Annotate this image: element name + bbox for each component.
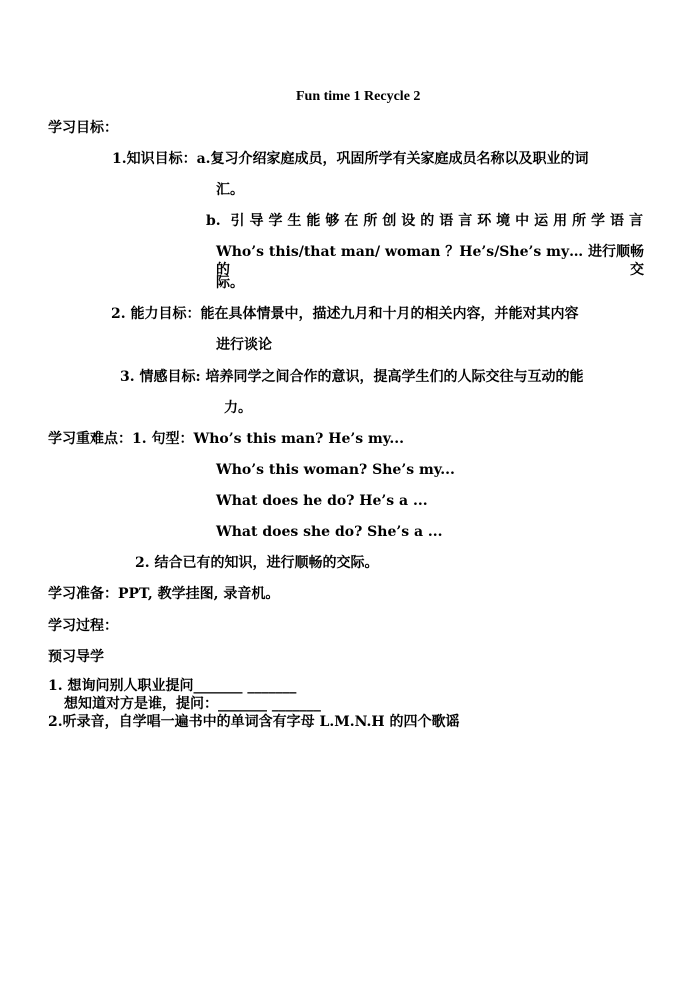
preview-item-2: 2.听录音，自学唱一遍书中的单词含有字母 L.M.N.H 的四个歌谣 (48, 714, 460, 730)
ability-objective-line2: 进行谈论 (216, 337, 272, 353)
key-points-line2: Who’s this woman? She’s my... (216, 462, 455, 478)
knowledge-objective-b-line2: Who’s this/that man/ woman ？He’s/She’s my… 进行顺畅的交 (216, 244, 644, 278)
process-heading: 学习过程： (48, 618, 118, 634)
knowledge-objective-b-line1: b. 引导学生能够在所创设的语言环境中运用所学语言 (206, 213, 643, 229)
document-title: Fun time 1 Recycle 2 (296, 89, 421, 104)
key-points-line1: 学习重难点：1. 句型：Who’s this man? He’s my... (48, 431, 404, 447)
ability-objective-line1: 2. 能力目标：能在具体情景中，描述九月和十月的相关内容，并能对其内容 (111, 306, 579, 322)
key-points-line4: What does she do? She’s a ... (216, 524, 443, 540)
emotion-objective-line2: 力。 (224, 400, 252, 416)
preparation-line: 学习准备：PPT, 教学挂图, 录音机。 (48, 586, 280, 602)
knowledge-objective-b-line3: 际。 (216, 275, 244, 291)
emotion-objective-line1: 3. 情感目标: 培养同学之间合作的意识，提高学生们的人际交往与互动的能 (120, 369, 584, 385)
key-points-line3: What does he do? He’s a ... (216, 493, 428, 509)
key-points-line5: 2. 结合已有的知识，进行顺畅的交际。 (135, 555, 379, 571)
preview-item-1-line2: 想知道对方是谁，提问：_______ _______ (64, 696, 321, 712)
knowledge-objective-a-line1: 1.知识目标：a.复习介绍家庭成员，巩固所学有关家庭成员名称以及职业的词 (112, 151, 589, 167)
knowledge-objective-a-line2: 汇。 (216, 182, 244, 198)
objectives-heading: 学习目标： (48, 120, 118, 136)
preview-heading: 预习导学 (48, 649, 104, 665)
preview-item-1-line1: 1. 想询问别人职业提问_______ _______ (48, 678, 297, 694)
